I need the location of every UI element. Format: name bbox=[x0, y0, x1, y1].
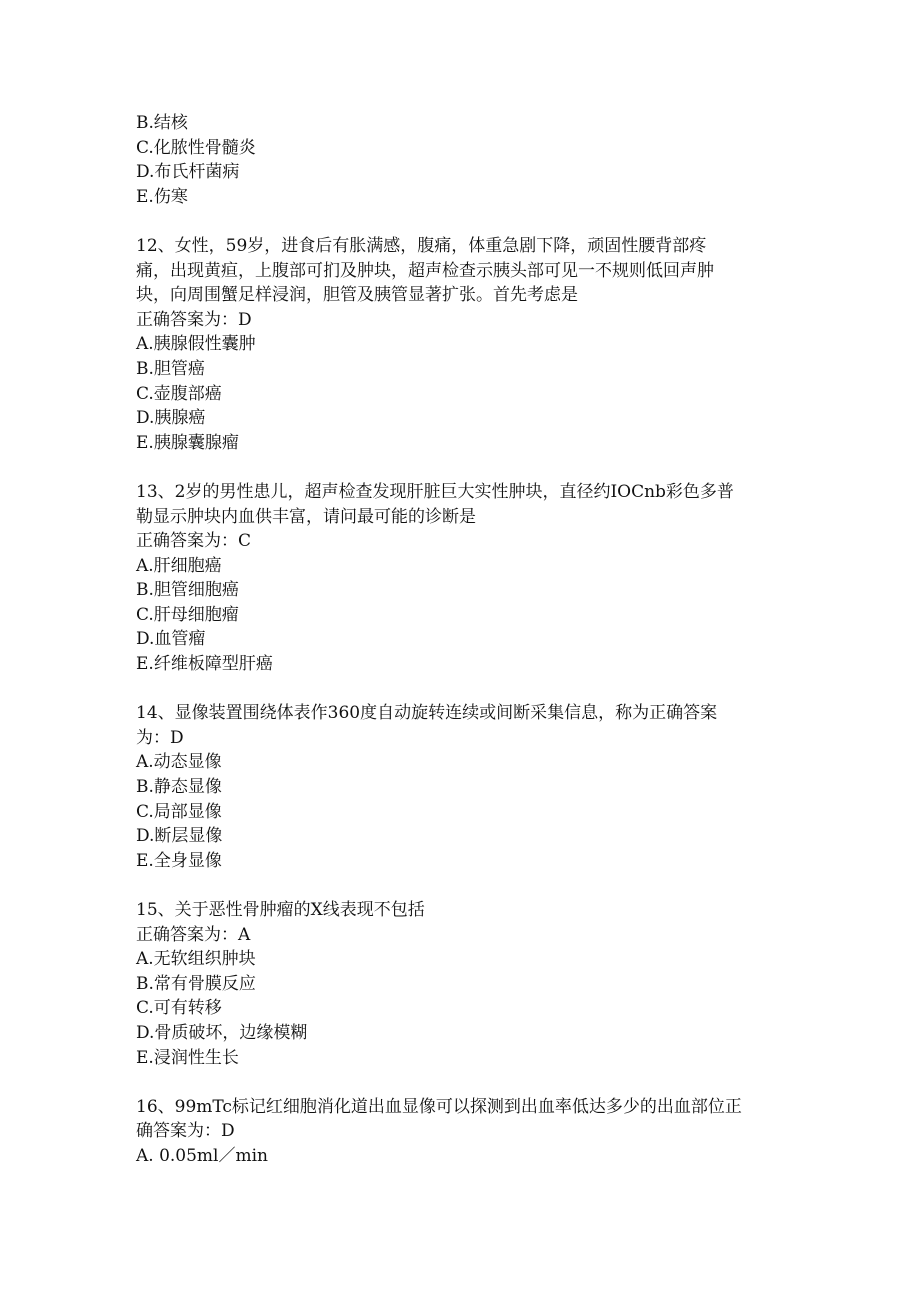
question-stem bbox=[136, 898, 786, 923]
question-stem bbox=[136, 480, 786, 529]
question-15 bbox=[136, 898, 786, 1070]
option-a: A.动态显像 bbox=[136, 752, 222, 773]
correct-answer: 正确答案为：A bbox=[136, 924, 251, 945]
correct-answer: 正确答案为：C bbox=[136, 531, 252, 552]
option-b: B.结核 bbox=[136, 113, 188, 133]
option-a: A.无软组织肿块 bbox=[136, 949, 256, 970]
spacer bbox=[136, 677, 786, 702]
option-e: E.伤寒 bbox=[136, 186, 188, 207]
option-a: A.肝细胞癌 bbox=[136, 555, 222, 576]
question-stem bbox=[136, 701, 786, 750]
option-d: D.布氏杆菌病 bbox=[136, 162, 240, 183]
stem-line: 14、显像装置围绕体表作360度自动旋转连续或间断采集信息，称为正确答案 bbox=[136, 703, 718, 724]
option-d: D.断层显像 bbox=[136, 826, 223, 847]
stem-line: 确答案为：D bbox=[136, 1121, 235, 1142]
spacer bbox=[136, 873, 786, 898]
option-e: E.纤维板障型肝癌 bbox=[136, 654, 273, 675]
option-e: E.胰腺囊腺瘤 bbox=[136, 432, 239, 453]
document-page bbox=[136, 111, 786, 1169]
question-stem bbox=[136, 234, 786, 308]
spacer bbox=[136, 209, 786, 234]
stem-line: 痛，出现黄疸，上腹部可扪及肿块，超声检查示胰头部可见一不规则低回声肿 bbox=[136, 260, 714, 281]
stem-line: 16、99mTc标记红细胞消化道出血显像可以探测到出血率低达多少的出血部位正 bbox=[136, 1096, 742, 1117]
correct-answer: 正确答案为：D bbox=[136, 309, 252, 330]
option-c: C.局部显像 bbox=[136, 801, 222, 822]
option-c: C.肝母细胞瘤 bbox=[136, 604, 239, 625]
option-d: D.骨质破坏，边缘模糊 bbox=[136, 1022, 308, 1043]
option-a: A.胰腺假性囊肿 bbox=[136, 334, 256, 355]
option-c: C.可有转移 bbox=[136, 998, 222, 1019]
spacer bbox=[136, 455, 786, 480]
leading-options bbox=[136, 111, 786, 209]
stem-line: 块，向周围蟹足样浸润，胆管及胰管显著扩张。首先考虑是 bbox=[136, 285, 578, 306]
stem-line: 为：D bbox=[136, 727, 184, 748]
option-c: C.壶腹部癌 bbox=[136, 383, 222, 404]
option-b: B.胆管癌 bbox=[136, 358, 205, 379]
stem-line: 12、女性，59岁，进食后有胀满感，腹痛，体重急剧下降，顽固性腰背部疼 bbox=[136, 235, 707, 256]
stem-line: 勒显示肿块内血供丰富，请问最可能的诊断是 bbox=[136, 506, 476, 527]
option-b: B.胆管细胞癌 bbox=[136, 580, 239, 601]
option-b: B.静态显像 bbox=[136, 777, 222, 798]
option-a: A. 0.05ml／min bbox=[136, 1145, 268, 1166]
option-b: B.常有骨膜反应 bbox=[136, 973, 256, 994]
stem-line: 15、关于恶性骨肿瘤的X线表现不包括 bbox=[136, 900, 425, 920]
option-e: E.浸润性生长 bbox=[136, 1047, 239, 1068]
question-12 bbox=[136, 234, 786, 455]
question-16 bbox=[136, 1095, 786, 1169]
option-d: D.胰腺癌 bbox=[136, 408, 206, 429]
option-c: C.化脓性骨髓炎 bbox=[136, 137, 256, 158]
option-d: D.血管瘤 bbox=[136, 629, 206, 650]
question-14 bbox=[136, 701, 786, 873]
stem-line: 13、2岁的男性患儿，超声检查发现肝脏巨大实性肿块，直径约IOCnb彩色多普 bbox=[136, 481, 734, 502]
question-13 bbox=[136, 480, 786, 677]
option-e: E.全身显像 bbox=[136, 850, 222, 871]
question-stem bbox=[136, 1095, 786, 1144]
spacer bbox=[136, 1070, 786, 1095]
